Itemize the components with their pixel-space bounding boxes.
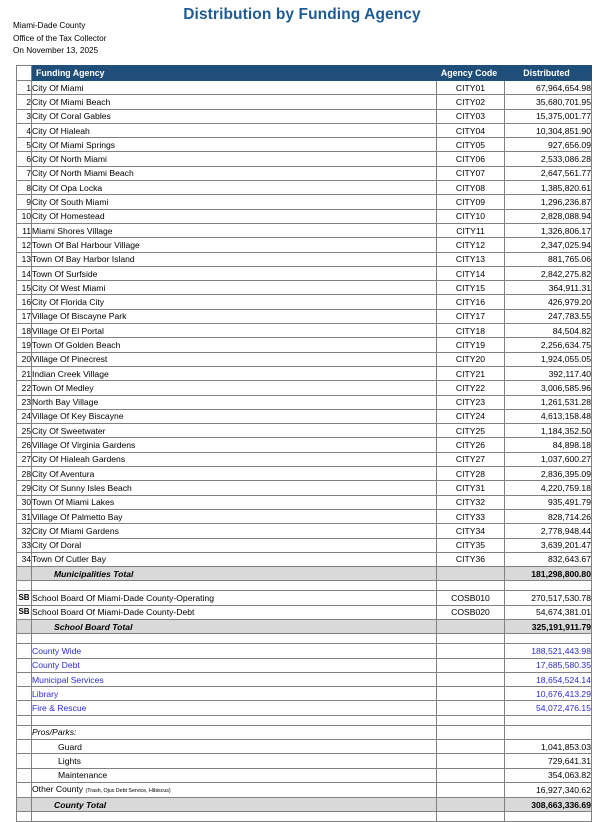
cell-index: 9 (17, 195, 32, 209)
cell-distributed: 1,184,352.50 (505, 424, 592, 438)
cell-distributed: 881,765.06 (505, 252, 592, 266)
cell-distributed (505, 715, 592, 725)
cell-funding-agency: Library (32, 687, 437, 701)
cell-funding-agency: City Of Opa Locka (32, 181, 437, 195)
cell-index (17, 812, 32, 822)
cell-funding-agency: School Board Total (32, 619, 437, 633)
cell-agency-code (437, 644, 505, 658)
table-row-pros-parks-item (17, 754, 592, 768)
cell-distributed: 10,676,413.29 (505, 687, 592, 701)
cell-funding-agency (32, 634, 437, 644)
cell-agency-code: CITY08 (437, 181, 505, 195)
cell-index (17, 754, 32, 768)
table-row-county-total (17, 797, 592, 811)
cell-index: 18 (17, 324, 32, 338)
table-row-school-board (17, 591, 592, 605)
cell-agency-code: CITY14 (437, 266, 505, 280)
cell-index: 12 (17, 238, 32, 252)
cell-agency-code: CITY13 (437, 252, 505, 266)
cell-distributed: 247,783.55 (505, 309, 592, 323)
cell-distributed: 15,375,001.77 (505, 109, 592, 123)
cell-index (17, 725, 32, 739)
cell-funding-agency (32, 715, 437, 725)
table-row-pros-parks-item (17, 768, 592, 782)
cell-distributed: 1,385,820.61 (505, 181, 592, 195)
cell-distributed: 354,063.82 (505, 768, 592, 782)
table-row-spacer (17, 581, 592, 591)
cell-funding-agency: Town Of Golden Beach (32, 338, 437, 352)
organization-block (13, 20, 106, 58)
cell-distributed: 18,654,524.14 (505, 672, 592, 686)
cell-index (17, 634, 32, 644)
cell-index: 20 (17, 352, 32, 366)
table-row-municipality (17, 452, 592, 466)
cell-funding-agency: City Of Miami Springs (32, 138, 437, 152)
cell-funding-agency: Municipal Services (32, 672, 437, 686)
cell-funding-agency: City Of Hialeah (32, 123, 437, 137)
cell-index (17, 701, 32, 715)
cell-agency-code: CITY35 (437, 538, 505, 552)
table-row-municipality (17, 181, 592, 195)
cell-distributed: 1,296,236.87 (505, 195, 592, 209)
cell-agency-code: CITY16 (437, 295, 505, 309)
cell-index (17, 658, 32, 672)
cell-agency-code: CITY20 (437, 352, 505, 366)
table-row-county-item (17, 672, 592, 686)
column-header-funding-agency: Funding Agency (32, 66, 437, 81)
cell-index: 13 (17, 252, 32, 266)
cell-distributed: 927,656.09 (505, 138, 592, 152)
column-header-distributed: Distributed (505, 66, 592, 81)
cell-agency-code (437, 672, 505, 686)
cell-index: 5 (17, 138, 32, 152)
cell-distributed: 2,778,948.44 (505, 524, 592, 538)
cell-index (17, 687, 32, 701)
cell-funding-agency: City Of West Miami (32, 281, 437, 295)
cell-distributed (505, 634, 592, 644)
cell-index: 14 (17, 266, 32, 280)
cell-agency-code (437, 619, 505, 633)
org-line-office: Office of the Tax Collector (13, 33, 107, 43)
cell-index: 1 (17, 81, 32, 95)
table-row-municipality (17, 209, 592, 223)
table-row-municipalities-total (17, 567, 592, 581)
cell-funding-agency: Indian Creek Village (32, 366, 437, 380)
page-title: Distribution by Funding Agency (183, 6, 421, 23)
table-row-municipality (17, 438, 592, 452)
cell-distributed: 4,220,759.18 (505, 481, 592, 495)
cell-agency-code: CITY02 (437, 95, 505, 109)
cell-funding-agency: City Of Hialeah Gardens (32, 452, 437, 466)
cell-funding-agency: Town Of Surfside (32, 266, 437, 280)
other-county-note: (Trash, Ojus Debt Service, Hibiscus) (85, 787, 171, 794)
cell-distributed: 2,533,086.28 (505, 152, 592, 166)
cell-funding-agency: City Of North Miami (32, 152, 437, 166)
cell-index: 4 (17, 123, 32, 137)
cell-index: 21 (17, 366, 32, 380)
cell-agency-code: CITY21 (437, 366, 505, 380)
cell-index: 28 (17, 467, 32, 481)
cell-agency-code: CITY31 (437, 481, 505, 495)
cell-agency-code (437, 740, 505, 754)
cell-distributed: 828,714.26 (505, 509, 592, 523)
cell-agency-code: CITY04 (437, 123, 505, 137)
cell-agency-code (437, 812, 505, 822)
table-header-row (17, 66, 592, 81)
cell-agency-code: CITY36 (437, 552, 505, 566)
table-row-county-item (17, 658, 592, 672)
cell-funding-agency: City Of North Miami Beach (32, 166, 437, 180)
cell-agency-code (437, 725, 505, 739)
cell-distributed: 392,117.40 (505, 366, 592, 380)
cell-funding-agency: City Of Doral (32, 538, 437, 552)
cell-index (17, 782, 32, 797)
table-row-municipality (17, 123, 592, 137)
cell-agency-code: CITY27 (437, 452, 505, 466)
cell-distributed: 308,663,336.69 (505, 797, 592, 811)
cell-index: 11 (17, 223, 32, 237)
table-row-municipality (17, 195, 592, 209)
cell-funding-agency: County Wide (32, 644, 437, 658)
cell-funding-agency: Village Of Palmetto Bay (32, 509, 437, 523)
cell-agency-code (437, 634, 505, 644)
cell-agency-code: CITY19 (437, 338, 505, 352)
table-row-municipality (17, 266, 592, 280)
cell-agency-code (437, 581, 505, 591)
cell-index: 30 (17, 495, 32, 509)
cell-funding-agency: Other County (Trash, Ojus Debt Service, Hibiscus) (32, 782, 437, 797)
cell-funding-agency: City Of Aventura (32, 467, 437, 481)
table-row-municipality (17, 324, 592, 338)
cell-index: 2 (17, 95, 32, 109)
cell-agency-code (437, 715, 505, 725)
cell-funding-agency: City Of Miami Gardens (32, 524, 437, 538)
cell-distributed: 270,517,530.78 (505, 591, 592, 605)
cell-funding-agency: County Debt (32, 658, 437, 672)
cell-agency-code (437, 797, 505, 811)
cell-funding-agency: City Of Sunny Isles Beach (32, 481, 437, 495)
cell-funding-agency: School Board Of Miami-Dade County-Operating (32, 591, 437, 605)
cell-funding-agency: City Of Sweetwater (32, 424, 437, 438)
distribution-table-wrapper (16, 65, 591, 822)
table-row-spacer (17, 715, 592, 725)
cell-distributed: 1,261,531.28 (505, 395, 592, 409)
cell-distributed: 84,898.18 (505, 438, 592, 452)
cell-funding-agency (32, 812, 437, 822)
cell-index: 33 (17, 538, 32, 552)
table-row-municipality (17, 166, 592, 180)
cell-index: 10 (17, 209, 32, 223)
cell-agency-code: CITY28 (437, 467, 505, 481)
table-row-municipality (17, 338, 592, 352)
cell-funding-agency (32, 581, 437, 591)
cell-agency-code (437, 567, 505, 581)
cell-index: 26 (17, 438, 32, 452)
table-row-municipality (17, 138, 592, 152)
table-row-municipality (17, 252, 592, 266)
cell-funding-agency: Village Of Biscayne Park (32, 309, 437, 323)
table-row-municipality (17, 467, 592, 481)
cell-distributed: 2,347,025.94 (505, 238, 592, 252)
distribution-table (16, 65, 592, 822)
cell-funding-agency: Town Of Cutler Bay (32, 552, 437, 566)
cell-funding-agency: Village Of Virginia Gardens (32, 438, 437, 452)
cell-distributed: 325,191,911.79 (505, 619, 592, 633)
cell-agency-code: CITY03 (437, 109, 505, 123)
table-row-municipality (17, 395, 592, 409)
cell-index (17, 644, 32, 658)
cell-funding-agency: North Bay Village (32, 395, 437, 409)
cell-funding-agency: Lights (32, 754, 437, 768)
cell-agency-code: CITY17 (437, 309, 505, 323)
cell-funding-agency: City Of Miami Beach (32, 95, 437, 109)
cell-distributed: 832,643.67 (505, 552, 592, 566)
org-line-date: On November 13, 2025 (13, 46, 99, 56)
cell-index: 27 (17, 452, 32, 466)
table-row-other-county (17, 782, 592, 797)
cell-distributed: 84,504.82 (505, 324, 592, 338)
cell-distributed: 3,639,201.47 (505, 538, 592, 552)
cell-funding-agency: Town Of Medley (32, 381, 437, 395)
cell-funding-agency: City Of Homestead (32, 209, 437, 223)
cell-distributed: 17,685,580.35 (505, 658, 592, 672)
cell-index: SB (17, 591, 32, 605)
cell-funding-agency: Town Of Bay Harbor Island (32, 252, 437, 266)
column-header-index (17, 66, 32, 81)
cell-agency-code: CITY11 (437, 223, 505, 237)
cell-distributed: 67,964,654.98 (505, 81, 592, 95)
table-row-county-item (17, 644, 592, 658)
cell-agency-code: CITY24 (437, 409, 505, 423)
cell-distributed: 2,647,561.77 (505, 166, 592, 180)
cell-distributed: 181,298,800.80 (505, 567, 592, 581)
cell-distributed: 426,979.20 (505, 295, 592, 309)
cell-agency-code: CITY10 (437, 209, 505, 223)
cell-distributed: 16,927,340.62 (505, 782, 592, 797)
cell-index: 23 (17, 395, 32, 409)
cell-index: 17 (17, 309, 32, 323)
table-row-municipality (17, 552, 592, 566)
table-row-pros-parks-item (17, 740, 592, 754)
cell-index (17, 715, 32, 725)
table-row-county-item (17, 701, 592, 715)
cell-funding-agency: Town Of Miami Lakes (32, 495, 437, 509)
table-row-municipality (17, 538, 592, 552)
cell-distributed: 364,911.31 (505, 281, 592, 295)
table-row-municipality (17, 352, 592, 366)
cell-distributed: 935,491.79 (505, 495, 592, 509)
cell-index: 34 (17, 552, 32, 566)
cell-agency-code (437, 754, 505, 768)
cell-distributed: 188,521,443.98 (505, 644, 592, 658)
cell-distributed: 2,842,275.82 (505, 266, 592, 280)
table-row-spacer (17, 812, 592, 822)
cell-distributed (505, 725, 592, 739)
cell-index: 8 (17, 181, 32, 195)
cell-agency-code: CITY33 (437, 509, 505, 523)
cell-index (17, 581, 32, 591)
table-row-school-board-total (17, 619, 592, 633)
table-row-municipality (17, 481, 592, 495)
cell-agency-code: CITY26 (437, 438, 505, 452)
cell-distributed (505, 812, 592, 822)
cell-agency-code: CITY23 (437, 395, 505, 409)
table-row-municipality (17, 238, 592, 252)
cell-index (17, 768, 32, 782)
cell-agency-code: CITY18 (437, 324, 505, 338)
table-row-pros-parks-label (17, 725, 592, 739)
table-body (17, 81, 592, 822)
cell-funding-agency: Village Of Pinecrest (32, 352, 437, 366)
cell-distributed: 54,072,476.15 (505, 701, 592, 715)
table-row-municipality (17, 109, 592, 123)
cell-distributed: 1,924,055.05 (505, 352, 592, 366)
cell-agency-code: CITY15 (437, 281, 505, 295)
cell-index: 7 (17, 166, 32, 180)
table-row-municipality (17, 281, 592, 295)
cell-index: 29 (17, 481, 32, 495)
table-row-municipality (17, 95, 592, 109)
cell-agency-code: CITY25 (437, 424, 505, 438)
cell-index: 32 (17, 524, 32, 538)
cell-index (17, 567, 32, 581)
cell-distributed: 2,828,088.94 (505, 209, 592, 223)
table-row-municipality (17, 495, 592, 509)
cell-funding-agency: Municipalities Total (32, 567, 437, 581)
cell-agency-code: CITY09 (437, 195, 505, 209)
cell-agency-code (437, 768, 505, 782)
cell-funding-agency: City Of Miami (32, 81, 437, 95)
table-row-county-item (17, 687, 592, 701)
table-row-municipality (17, 81, 592, 95)
cell-agency-code: CITY06 (437, 152, 505, 166)
cell-distributed: 1,037,600.27 (505, 452, 592, 466)
table-row-municipality (17, 223, 592, 237)
cell-agency-code: CITY34 (437, 524, 505, 538)
cell-agency-code: CITY32 (437, 495, 505, 509)
cell-agency-code: CITY07 (437, 166, 505, 180)
table-row-school-board (17, 605, 592, 619)
cell-funding-agency: City Of Coral Gables (32, 109, 437, 123)
cell-agency-code (437, 658, 505, 672)
cell-funding-agency: Maintenance (32, 768, 437, 782)
cell-agency-code: CITY05 (437, 138, 505, 152)
cell-funding-agency: City Of South Miami (32, 195, 437, 209)
cell-index (17, 740, 32, 754)
cell-index (17, 619, 32, 633)
cell-funding-agency: Fire & Rescue (32, 701, 437, 715)
column-header-agency-code: Agency Code (437, 66, 505, 81)
cell-distributed: 2,256,634.75 (505, 338, 592, 352)
cell-agency-code: CITY01 (437, 81, 505, 95)
table-row-municipality (17, 381, 592, 395)
cell-index: 16 (17, 295, 32, 309)
cell-funding-agency: Guard (32, 740, 437, 754)
cell-distributed: 1,041,853.03 (505, 740, 592, 754)
cell-distributed: 3,006,585.96 (505, 381, 592, 395)
cell-index: 19 (17, 338, 32, 352)
cell-index (17, 672, 32, 686)
cell-agency-code (437, 701, 505, 715)
cell-funding-agency: County Total (32, 797, 437, 811)
cell-index (17, 797, 32, 811)
cell-funding-agency: Village Of Key Biscayne (32, 409, 437, 423)
cell-distributed: 729,641.31 (505, 754, 592, 768)
cell-index: 22 (17, 381, 32, 395)
cell-index: 25 (17, 424, 32, 438)
cell-distributed: 54,674,381.01 (505, 605, 592, 619)
table-row-municipality (17, 366, 592, 380)
table-row-municipality (17, 152, 592, 166)
cell-distributed: 35,680,701.95 (505, 95, 592, 109)
table-row-spacer (17, 634, 592, 644)
cell-agency-code: COSB010 (437, 591, 505, 605)
table-row-municipality (17, 295, 592, 309)
cell-index: SB (17, 605, 32, 619)
cell-index: 3 (17, 109, 32, 123)
cell-index: 6 (17, 152, 32, 166)
cell-agency-code: CITY12 (437, 238, 505, 252)
org-line-county: Miami-Dade County (13, 21, 86, 30)
table-row-municipality (17, 409, 592, 423)
cell-funding-agency: Village Of El Portal (32, 324, 437, 338)
table-row-municipality (17, 309, 592, 323)
cell-index: 31 (17, 509, 32, 523)
cell-funding-agency: Pros/Parks: (32, 725, 437, 739)
table-row-municipality (17, 509, 592, 523)
cell-distributed: 4,613,158.48 (505, 409, 592, 423)
cell-distributed: 2,836,395.09 (505, 467, 592, 481)
cell-distributed: 1,326,806.17 (505, 223, 592, 237)
table-row-municipality (17, 524, 592, 538)
cell-agency-code (437, 782, 505, 797)
cell-index: 24 (17, 409, 32, 423)
cell-funding-agency: Town Of Bal Harbour Village (32, 238, 437, 252)
cell-funding-agency: City Of Florida City (32, 295, 437, 309)
cell-agency-code: COSB020 (437, 605, 505, 619)
cell-index: 15 (17, 281, 32, 295)
cell-agency-code: CITY22 (437, 381, 505, 395)
table-row-municipality (17, 424, 592, 438)
cell-distributed: 10,304,851.90 (505, 123, 592, 137)
cell-agency-code (437, 687, 505, 701)
cell-funding-agency: Miami Shores Village (32, 223, 437, 237)
cell-funding-agency: School Board Of Miami-Dade County-Debt (32, 605, 437, 619)
cell-distributed (505, 581, 592, 591)
